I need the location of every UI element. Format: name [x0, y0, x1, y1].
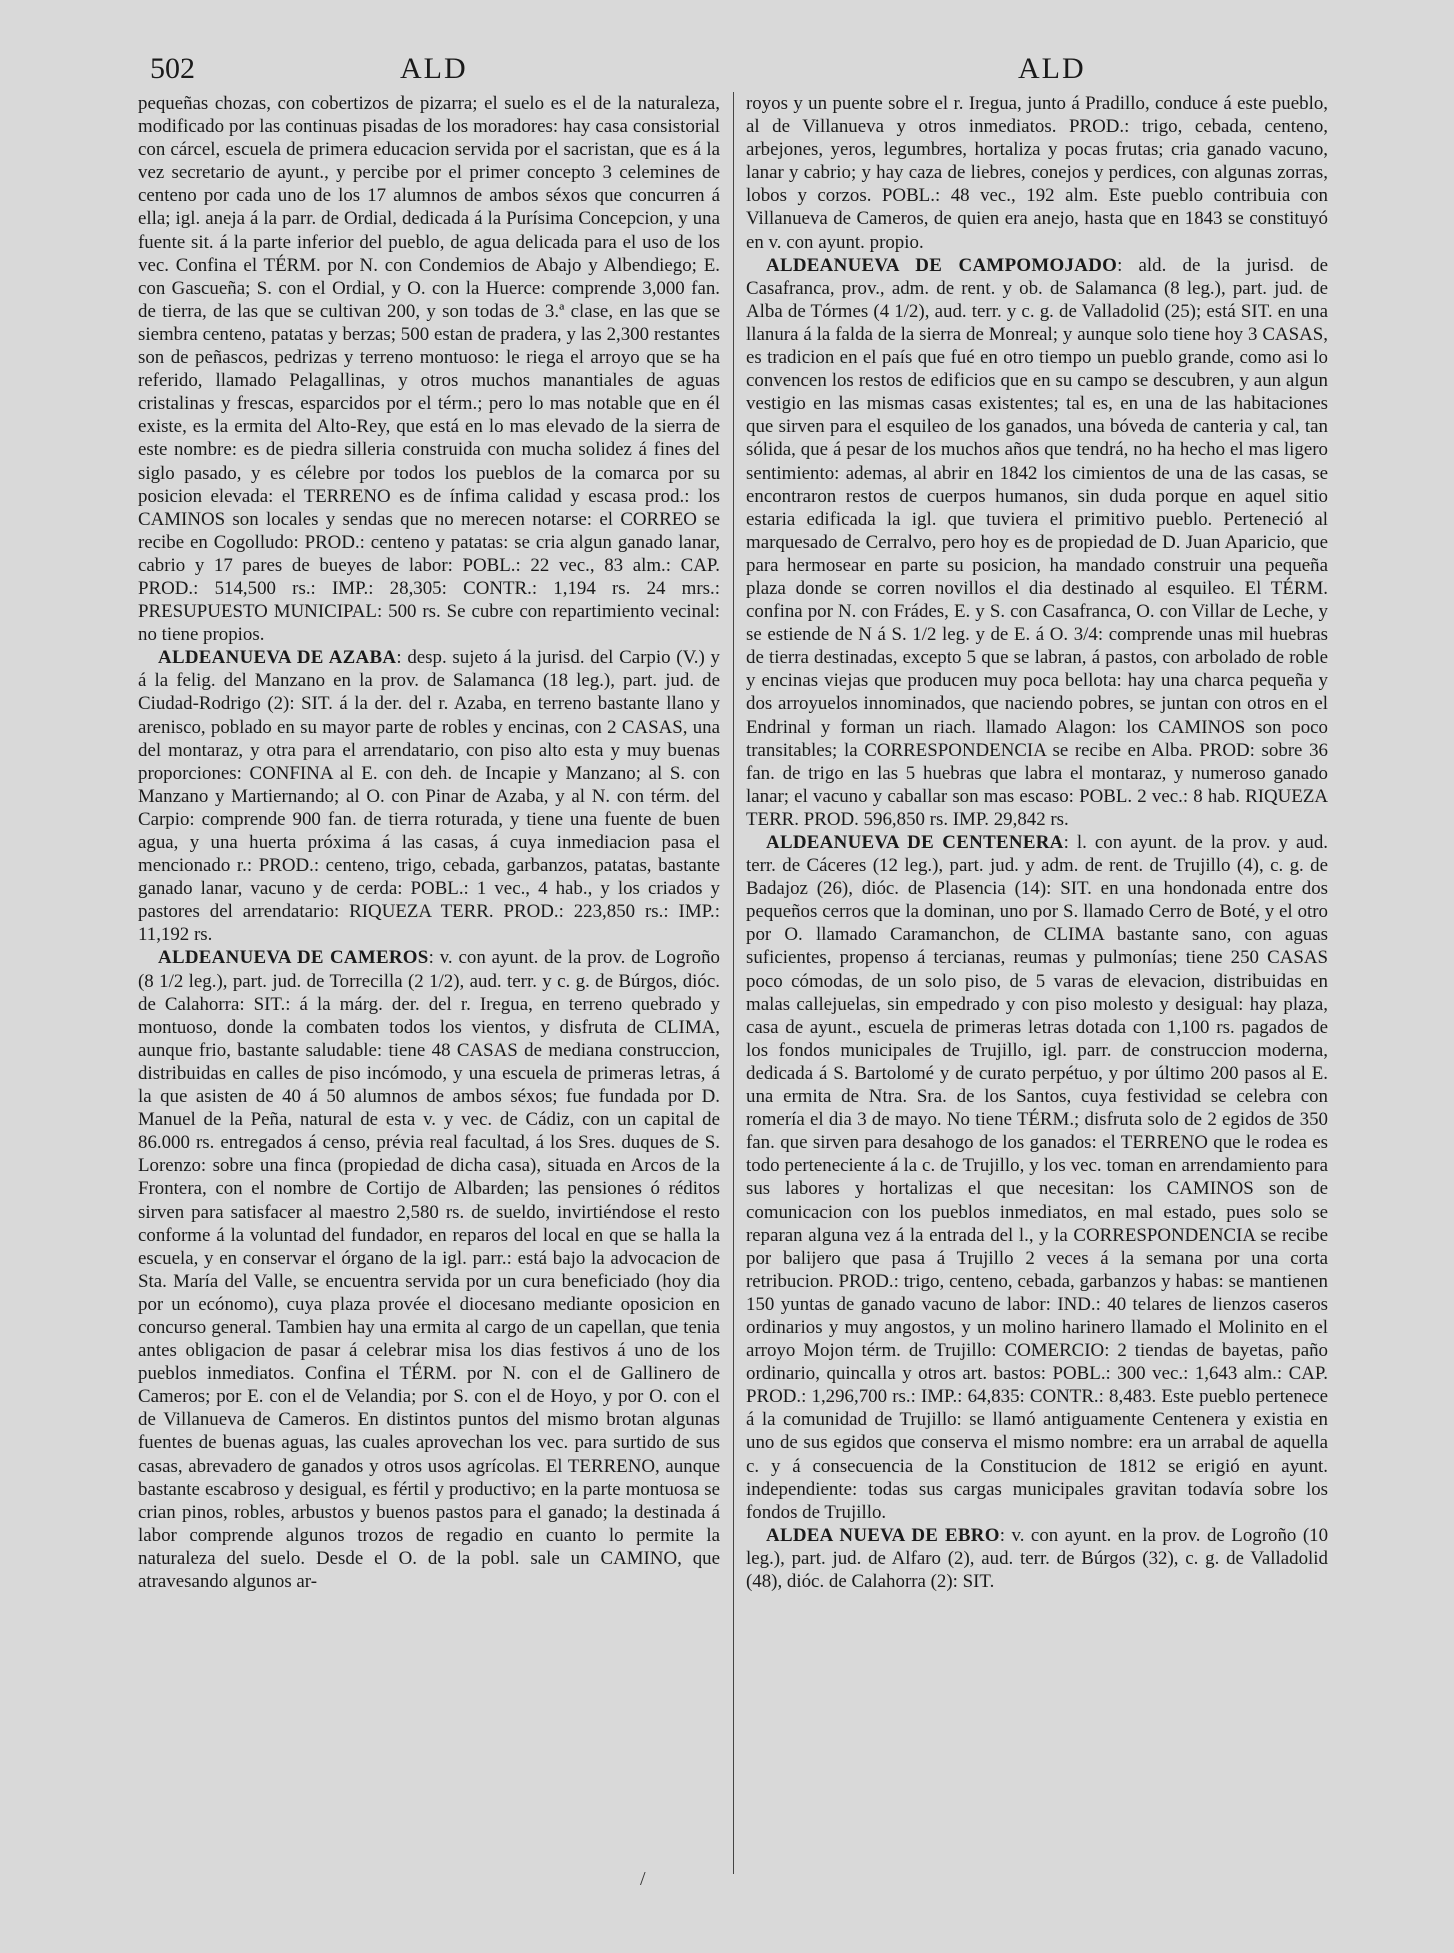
running-head-right: ALD: [1018, 52, 1086, 85]
right-column: [746, 92, 1328, 1874]
continued-entry-text: pequeñas chozas, con cobertizos de pizarra; el suelo es el de la naturaleza, modificado por las continuas pisadas de los moradores: hay casa consistorial con cárcel, escuela de primera educacion servida por el sacristan, que es á la vez secretario de ayunt., y percibe por el primer concepto 3 celemines de centeno por cada uno de los 17 alumnos de ambos séxos que concurren á ella; igl. aneja á la parr. de Ordial, dedicada á la Purísima Concepcion, y una fuente sit. á la parte inferior del pueblo, de agua delicada para el uso de los vec. Confina el TÉRM. por N. con Condemios de Abajo y Albendiego; E. con Gascueña; S. con el Ordial, y O. con la Huerce: comprende 3,000 fan. de tierra, de las que se cultivan 200, y son todas de 3.ª clase, en las que se siembra centeno, patatas y berzas; 500 estan de pradera, y las 2,300 restantes son de peñascos, pedrizas y terreno montuoso: le riega el arroyo que se ha referido, llamado Pelagallinas, y otros muchos manantiales de aguas cristalinas y frescas, esparcidos por el térm.; pero lo mas notable que en él existe, es la ermita del Alto-Rey, que está en lo mas elevado de la sierra de este nombre: es de piedra silleria construida con mucha solidez á fines del siglo pasado, y es célebre por todos los pueblos de la comarca por su posicion elevada: el TERRENO es de ínfima calidad y escasa prod.: los CAMINOS son locales y sendas que no merecen notarse: el CORREO se recibe en Cogolludo: PROD.: centeno y patatas: se cria algun ganado lanar, cabrio y 17 pares de bueyes de labor: POBL.: 22 vec., 83 alm.: CAP. PROD.: 514,500 rs.: IMP.: 28,305: CONTR.: 1,194 rs. 24 mrs.: PRESUPUESTO MUNICIPAL: 500 rs. Se cubre con repartimiento vecinal: no tiene propios.: [138, 93, 720, 646]
footer-mark: /: [640, 1868, 646, 1890]
entry-heading: ALDEA NUEVA DE EBRO: [766, 1524, 1000, 1546]
entry-text: : l. con ayunt. de la prov. y aud. terr. de Cáceres (12 leg.), part. jud. y adm. de rent. de Trujillo (4), c. g. de Badajoz (26), dióc. de Plasencia (14): SIT. en una hondonada entre dos pequeños cerros que la dominan, uno por S. llamado Cerro de Boté, y el otro por O. llamado Caramanchon, de CLIMA bastante sano, con aguas suficientes, propenso á tercianas, reumas y pulmonías; tiene 250 CASAS poco cómodas, de un solo piso, de 5 varas de elevacion, distribuidas en malas callejuelas, sin empedrado y con piso molesto y desigual: hay plaza, casa de ayunt., escuela de primeras letras dotada con 1,100 rs. pagados de los fondos municipales de Trujillo, igl. parr. de construccion moderna, dedicada á S. Bartolomé y de curato perpétuo, y por último 200 pasos al E. una ermita de Ntra. Sra. de los Santos, cuya festividad se celebra con romería el dia 3 de mayo. No tiene TÉRM.; disfruta solo de 2 egidos de 350 fan. que sirven para desahogo de los ganados: el TERRENO que le rodea es todo perteneciente á la c. de Trujillo, y los vec. toman en arrendamiento para sus labores y hortalizas el que necesitan: los CAMINOS son de comunicacion con los pueblos inmediatos, en mal estado, pues solo se reparan alguna vez á la entrada del l., y la CORRESPONDENCIA se recibe por balijero que pasa á Trujillo 2 veces á la semana por una corta retribucion. PROD.: trigo, centeno, cebada, garbanzos y habas: se mantienen 150 yuntas de ganado vacuno de labor: IND.: 40 telares de lienzos caseros ordinarios y muy angostos, y un molino harinero llamado el Molinito en el arroyo Mojon térm. de Trujillo: COMERCIO: 2 tiendas de bayetas, paño ordinario, quincalla y otros art. bastos: POBL.: 300 vec.: 1,643 alm.: CAP. PROD.: 1,296,700 rs.: IMP.: 64,835: CONTR.: 8,483. Este pueblo pertenece á la comunidad de Trujillo: se llamó antiguamente Centenera y existia en uno de sus egidos que conserva el mismo nombre: era un arrabal de aquella c. y á consecuencia de la Constitucion de 1812 se erigió en ayunt. independiente: todas sus cargas municipales gravitan todavía sobre los fondos de Trujillo.: [746, 832, 1328, 1523]
entry-heading: ALDEANUEVA DE CAMEROS: [158, 947, 429, 969]
entry-text: : ald. de la jurisd. de Casafranca, prov., adm. de rent. y ob. de Salamanca (8 leg.), part. jud. de Alba de Tórmes (4 1/2), aud. terr. y c. g. de Valladolid (25); está SIT. en una llanura á la falda de la sierra de Monreal; y aunque solo tiene hoy 3 CASAS, es tradicion en el país que fué en otro tiempo un pueblo grande, como asi lo convencen los restos de edificios que en su campo se descubren, y aun algun vestigio en las mismas casas existentes; tal es, en una de las habitaciones que sirven para el esquileo de los ganados, una bóveda de canteria y cal, tan sólida, que á pesar de los muchos años que tendrá, no ha hecho el mas ligero sentimiento: ademas, al abrir en 1842 los cimientos de una de las casas, se encontraron restos de cuerpos humanos, sin duda porque en aquel sitio estaria edificada la igl. que tuviera el primitivo pueblo. Perteneció al marquesado de Cerralvo, pero hoy es de propiedad de D. Juan Aparicio, que para hermosear en parte su posicion, ha mandado construir una pequeña plaza donde se corren novillos el dia destinado al esquileo. El TÉRM. confina por N. con Frádes, E. y S. con Casafranca, O. con Villar de Leche, y se estiende de N á S. 1/2 leg. y de E. á O. 3/4: comprende unas mil huebras de tierra destinadas, excepto 5 que se labran, á pastos, con arbolado de roble y encinas viejas que producen muy poca bellota: hay una charca pequeña y dos arroyuelos innominados, que naciendo pobres, se juntan con otros en el Endrinal y forman un riach. llamado Alagon: los CAMINOS son poco transitables; la CORRESPONDENCIA se recibe en Alba. PROD: sobre 36 fan. de trigo en las 5 huebras que labra el montaraz, y numeroso ganado lanar; el vacuno y caballar son mas escaso: POBL. 2 vec.: 8 hab. RIQUEZA TERR. PROD. 596,850 rs. IMP. 29,842 rs.: [746, 254, 1328, 830]
running-head-left: ALD: [400, 52, 468, 85]
page-header: [150, 52, 1340, 86]
entry-aldeanueva-de-campomojado: [746, 254, 1328, 831]
continued-entry-text: royos y un puente sobre el r. Iregua, junto á Pradillo, conduce á este pueblo, al de Villanueva y otros inmediatos. PROD.: trigo, cebada, centeno, arbejones, yeros, legumbres, hortaliza y pocas frutas; cria ganado vacuno, lanar y cabrio; y hay caza de liebres, conejos y perdices, con algunas zorras, lobos y corzos. POBL.: 48 vec., 192 alm. Este pueblo contribuia con Villanueva de Cameros, de quien era anejo, hasta que en 1843 se constituyó en v. con ayunt. propio.: [746, 93, 1328, 253]
entry-aldeanueva-de-cameros: [138, 946, 720, 1593]
entry-aldeanueva-de-centenera: [746, 831, 1328, 1524]
page-number: 502: [150, 52, 195, 85]
entry-aldea-nueva-de-ebro: [746, 1524, 1328, 1593]
entry-heading: ALDEANUEVA DE AZABA: [158, 647, 397, 669]
entry-text: : v. con ayunt. en la prov. de Logroño (10 leg.), part. jud. de Alfaro (2), aud. terr. de Búrgos (32), c. g. de Valladolid (48), dióc. de Calahorra (2): SIT.: [746, 1524, 1328, 1592]
entry-text: : desp. sujeto á la jurisd. del Carpio (V.) y á la felig. del Manzano en la prov. de Salamanca (18 leg.), part. jud. de Ciudad-Rodrigo (2): SIT. á la der. del r. Azaba, en terreno bastante llano y arenisco, poblado en su mayor parte de robles y encinas, con 2 CASAS, una del montaraz, y otra para el arrendatario, con piso alto esta y muy buenas proporciones: CONFINA al E. con deh. de Incapie y Manzano; al S. con Manzano y Martiernando; al O. con Pinar de Azaba, y al N. con térm. del Carpio: comprende 900 fan. de tierra roturada, y tiene una fuente de buen agua, y una huerta próxima á las casas, á cuya inmediacion pasa el mencionado r.: PROD.: centeno, trigo, cebada, garbanzos, patatas, bastante ganado lanar, vacuno y de cerda: POBL.: 1 vec., 4 hab., y los criados y pastores del arrendatario: RIQUEZA TERR. PROD.: 223,850 rs.: IMP.: 11,192 rs.: [138, 647, 720, 946]
entry-heading: ALDEANUEVA DE CENTENERA: [766, 832, 1064, 853]
entry-text: : v. con ayunt. de la prov. de Logroño (8 1/2 leg.), part. jud. de Torrecilla (2 1/2), aud. terr. y c. g. de Búrgos, dióc. de Calahorra: SIT.: á la márg. der. del r. Iregua, en terreno quebrado y montuoso, donde la combaten todos los vientos, y disfruta de CLIMA, aunque frio, bastante saludable: tiene 48 CASAS de mediana construccion, distribuidas en calles de piso incómodo, y una escuela de primeras letras, á la que asisten de 40 á 50 alumnos de ambos séxos; fue fundada por D. Manuel de la Peña, natural de esta v. y vec. de Cádiz, con un capital de 86.000 rs. entregados á censo, prévia real facultad, á los Sres. duques de S. Lorenzo: sobre una finca (propiedad de dicha casa), situada en Arcos de la Frontera, con el nombre de Cortijo de Albarden; las pensiones ó réditos sirven para satisfacer al maestro 2,580 rs. de sueldo, invirtiéndose el resto conforme á la voluntad del fundador, en reparos del local en que se halla la escuela, y en conservar el órgano de la igl. parr.: está bajo la advocacion de Sta. María del Valle, se encuentra servida por un cura beneficiado (hoy dia por un ecónomo), cuya plaza provée el diocesano mediante oposicion en concurso general. Tambien hay una ermita al cargo de un capellan, que tenia antes obligacion de pasar á celebrar misa los dias festivos á uno de los pueblos inmediatos. Confina el TÉRM. por N. con el de Gallinero de Cameros; por E. con el de Velandia; por S. con el de Hoyo, y por O. con el de Villanueva de Cameros. En distintos puntos del mismo brotan algunas fuentes de buenas aguas, las cuales aprovechan los vec. para surtido de sus casas, abrevadero de ganados y otros usos agrícolas. El TERRENO, aunque bastante escabroso y desigual, es fértil y productivo; en la parte montuosa se crian pinos, robles, arbustos y buenos pastos para el ganado; la destinada á labor comprende algunos trozos de regadio en cuanto lo permite la naturaleza del suelo. Desde el O. de la pobl. sale un CAMINO, que atravesando algunos ar-: [138, 947, 720, 1592]
entry-aldeanueva-de-azaba: [138, 646, 720, 946]
entry-heading: ALDEANUEVA DE CAMPOMOJADO: [766, 254, 1118, 276]
column-divider: [733, 92, 734, 1874]
left-column: [138, 92, 720, 1874]
